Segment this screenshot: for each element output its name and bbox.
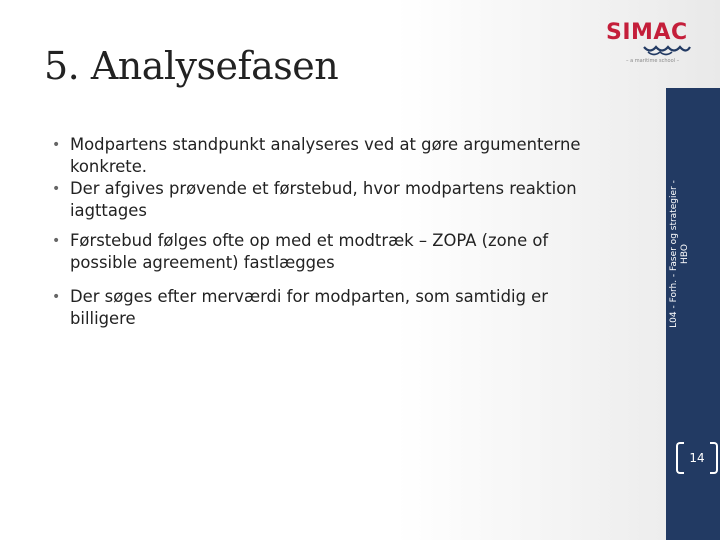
bullet-icon: • xyxy=(52,289,61,305)
bullet-item xyxy=(52,134,652,178)
footer-line-1: L04 - Forh. - Faser og strategier - xyxy=(669,180,679,328)
bullet-item xyxy=(52,178,652,222)
bullet-item xyxy=(52,286,652,330)
page-number: 14 xyxy=(689,451,705,465)
logo-tagline: – a maritime school – xyxy=(626,58,680,64)
simac-logo xyxy=(606,20,698,70)
wave-icon xyxy=(642,42,692,56)
sidebar-footer-text xyxy=(669,104,693,404)
logo-wordmark: SIMAC xyxy=(606,20,688,45)
bullet-text: Der søges efter merværdi for modparten, som samtidig er billigere xyxy=(70,287,549,328)
bullet-text: Modpartens standpunkt analyseres ved at gøre argumenterne konkrete. xyxy=(70,135,581,176)
bullet-icon: • xyxy=(52,137,61,153)
bullet-icon: • xyxy=(52,181,61,197)
bullet-list xyxy=(52,134,652,330)
slide-title: 5. Analysefasen xyxy=(44,44,339,88)
bullet-item xyxy=(52,230,652,274)
footer-line-2: HBO xyxy=(680,244,690,264)
bullet-text: Førstebud følges ofte op med et modtræk – ZOPA (zone of possible agreement) fastlægges xyxy=(70,231,549,272)
bullet-text: Der afgives prøvende et førstebud, hvor modpartens reaktion iagttages xyxy=(70,179,577,220)
bullet-icon: • xyxy=(52,233,61,249)
